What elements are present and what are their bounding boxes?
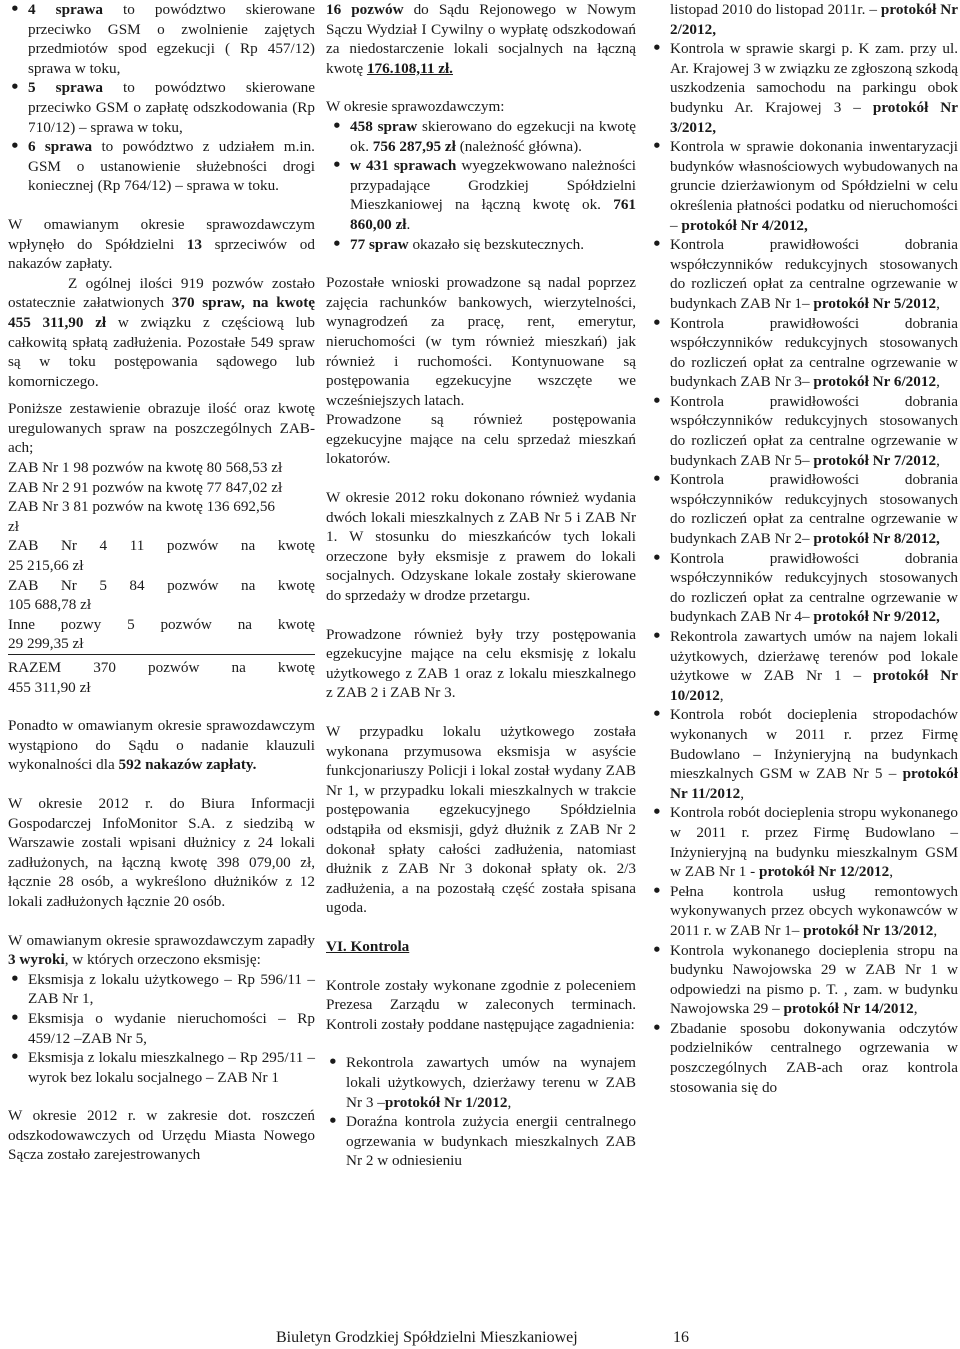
page-number: 16 xyxy=(673,1329,689,1346)
total-line-amount: 455 311,90 zł xyxy=(8,678,91,696)
zab-line-1: ZAB Nr 1 98 pozwów na kwotę 80 568,53 zł xyxy=(8,459,283,477)
paragraph-infomonitor: W okresie 2012 r. do Biura Informacji Gospodarczej InfoMonitor S.A. z siedzibą w Warszawie zostali wpisani dłużnicy z 24 lokali zadłużonych, na łączną kwotę 398 079,00 zł, łącznie 28 osób, a wykreślono dłużników z 12 lokali zadłużonych łącznie 20 osób. xyxy=(8,794,315,910)
list-item: • Eksmisja o wydanie nieruchomości – Rp 459/12 –ZAB Nr 5, xyxy=(8,1009,315,1048)
control-list xyxy=(326,1053,636,1171)
list-item: • w 431 sprawach wyegzekwowano należności przypadające Grodzkiej Spółdzielni Mieszkaniowej na łączną kwotę ok. 761 860,00 zł. xyxy=(330,156,636,234)
list-item: • Kontrola prawidłowości dobrania współczynników redukcyjnych stosowanych do rozliczeń opłat za centralne ogrzewanie w budynkach ZAB Nr 1– protokół Nr 5/2012, xyxy=(650,235,958,313)
list-item: • Eksmisja z lokalu użytkowego – Rp 596/11 – ZAB Nr 1, xyxy=(8,970,315,1009)
paragraph-sales: Prowadzone są również postępowania egzekucyjne mające na celu sprzedaż mieszkań lokatorów. xyxy=(326,411,636,468)
list-item: • Kontrola w sprawie dokonania inwentaryzacji budynków własnościowych wybudowanych na gruncie dzierżawionym od Spółdzielni w celu określenia płatności podatku od nieruchomości – protokół Nr 4/2012, xyxy=(650,137,958,235)
paragraph-compensation: W okresie 2012 r. w zakresie dot. roszczeń odszkodowawczych od Urzędu Miasta Nowego Sącza zostało zarejestrowanych xyxy=(8,1107,315,1164)
list-item: • Rekontrola zawartych umów na najem lokali użytkowych, dzierżawę terenów pod lokale użytkowe w ZAB Nr 1 – protokół Nr 10/2012, xyxy=(650,627,958,705)
paragraph-summary-intro: Poniższe zestawienie obrazuje ilość oraz kwotę uregulowanych spraw na poszczególnych ZAB-ach; xyxy=(8,400,315,457)
list-item: • 5 sprawa to powództwo skierowane przeciwko GSM o zapłatę odszkodowania (Rp 710/12) – sprawa w toku, xyxy=(8,78,315,137)
list-item-continuation: listopad 2010 do listopad 2011r. – protokół Nr 2/2012, xyxy=(670,1,958,38)
paragraph-objections: W omawianym okresie sprawozdawczym wpłynęło do Spółdzielni 13 sprzeciwów od nakazów zapłaty. xyxy=(8,215,315,273)
paragraph-three-proceedings: Prowadzone również były trzy postępowania egzekucyjne mające na celu eksmisję z lokalu użytkowego z ZAB 1 oraz z lokalu mieszkalnego z ZAB 2 i ZAB Nr 3. xyxy=(326,625,636,702)
publication-title: Biuletyn Grodzkiej Spółdzielni Mieszkaniowej xyxy=(276,1329,578,1346)
other-line: Inne pozwy 5 pozwów na kwotę xyxy=(8,615,315,633)
total-line: RAZEM 370 pozwów na kwotę xyxy=(8,659,315,676)
list-item: • Pełna kontrola usług remontowych wykonywanych przez obcych wykonawców w 2011 r. w ZAB Nr 1– protokół Nr 13/2012, xyxy=(650,882,958,941)
paragraph-judgments: W omawianym okresie sprawozdawczym zapadły 3 wyroki, w których orzeczono eksmisję: xyxy=(8,931,315,969)
protocol-list xyxy=(650,39,958,1097)
section-heading-control: VI. Kontrola xyxy=(326,937,410,955)
list-item: • Kontrola prawidłowości dobrania współczynników redukcyjnych stosowanych do rozliczeń opłat za centralne ogrzewanie w budynkach ZAB Nr 4– protokół Nr 9/2012, xyxy=(650,549,958,627)
list-item: • Kontrola w sprawie skargi p. K zam. przy ul. Ar. Krajowej 3 w związku ze zgłoszoną szkodą uszkodzenia samochodu na parkingu obok budynku Ar. Krajowej 3 – protokół Nr 3/2012, xyxy=(650,39,958,137)
paragraph-lawsuits: 16 pozwów do Sądu Rejonowego w Nowym Sączu Wydział I Cywilny o wypłatę odszkodowań za niedostarczenie lokali socjalnych na łączną kwotę 176.108,11 zł. xyxy=(326,1,636,77)
list-item: • 4 sprawa to powództwo skierowane przeciwko GSM o zwolnienie zajętych przedmiotów spod egzekucji ( Rp 457/12) sprawa w toku, xyxy=(8,0,315,78)
paragraph-premises: W okresie 2012 roku dokonano również wydania dwóch lokali mieszkalnych z ZAB Nr 5 i ZAB Nr 1. W stosunku do mieszkańców tych lokali orzeczone były eksmisje z prawem do lokali socjalnych. Odzyskane lokale zostały skierowane do sprzedaży w drodze przetargu. xyxy=(326,489,636,605)
execution-list xyxy=(326,117,636,254)
paragraph-enforcement-clause: Ponadto w omawianym okresie sprawozdawczym wystąpiono do Sądu o nadanie klauzuli wykonalności dla 592 nakazów zapłaty. xyxy=(8,717,315,774)
list-item: • 77 spraw okazało się bezskutecznych. xyxy=(330,235,636,255)
paragraph-period: W okresie sprawozdawczym: xyxy=(326,98,505,116)
column-1 xyxy=(8,0,315,1165)
zab-line-5: ZAB Nr 5 84 pozwów na kwotę xyxy=(8,576,315,594)
zab-line-5-amount: 105 688,78 zł xyxy=(8,596,92,614)
zab-line-3-unit: zł xyxy=(8,517,19,535)
other-line-amount: 29 299,35 zł xyxy=(8,634,315,655)
column-3 xyxy=(650,0,958,1097)
list-item: • Kontrola prawidłowości dobrania współczynników redukcyjnych stosowanych do rozliczeń opłat za centralne ogrzewanie w budynkach ZAB Nr 2– protokół Nr 8/2012, xyxy=(650,470,958,548)
list-item: • Kontrola prawidłowości dobrania współczynników redukcyjnych stosowanych do rozliczeń opłat za centralne ogrzewanie w budynkach ZAB Nr 5– protokół Nr 7/2012, xyxy=(650,392,958,470)
list-item: • 458 spraw skierowano do egzekucji na kwotę ok. 756 287,95 zł (należność główna). xyxy=(330,117,636,156)
paragraph-eviction-case: W przypadku lokalu użytkowego została wykonana przymusowa eksmisja w asyście funkcjonariuszy Policji i lokal został wydany ZAB Nr 1, w przypadku lokali mieszkalnych w trakcie postępowania egzekucyjnego Spółdzielnia odstąpiła od eksmisji, gdyż dłużnik z ZAB Nr 2 dokonał spłaty całości zadłużenia, natomiast dłużnik z ZAB Nr 3 dokonał spłaty ok. 2/3 zadłużenia, a na pozostałą część została spisana ugoda. xyxy=(326,723,636,917)
list-item: • Kontrola robót docieplenia stropu wykonanego w 2011 r. przez Firmę Budowlano – Inżynieryjną na budynku mieszkalnym GSM w ZAB Nr 1 - protokół Nr 12/2012, xyxy=(650,803,958,881)
column-2 xyxy=(326,0,636,1171)
list-item: • Rekontrola zawartych umów na wynajem lokali użytkowych, dzierżawy terenu w ZAB Nr 3 –protokół Nr 1/2012, xyxy=(326,1053,636,1112)
list-item: • Kontrola prawidłowości dobrania współczynników redukcyjnych stosowanych do rozliczeń opłat za centralne ogrzewanie w budynkach ZAB Nr 3– protokół Nr 6/2012, xyxy=(650,314,958,392)
list-item: • Kontrola wykonanego docieplenia stropu na budynku Nawojowska 29 w ZAB Nr 1 w odpowiedzi na pismo p. T. , zam. w budynku Nawojowska 29 – protokół Nr 14/2012, xyxy=(650,941,958,1019)
list-item: • Doraźna kontrola zużycia energii centralnego ogrzewania w budynkach mieszkalnych ZAB Nr 2 w odniesieniu xyxy=(326,1112,636,1171)
zab-line-4-amount: 25 215,66 zł xyxy=(8,557,84,575)
zab-line-4: ZAB Nr 4 11 pozwów na kwotę xyxy=(8,537,315,555)
list-item: • Eksmisja z lokalu mieszkalnego – Rp 295/11 – wyrok bez lokalu socjalnego – ZAB Nr 1 xyxy=(8,1048,315,1087)
zab-line-2: ZAB Nr 2 91 pozwów na kwotę 77 847,02 zł xyxy=(8,478,283,496)
paragraph-settled: Z ogólnej ilości 919 pozwów zostało ostatecznie załatwionych 370 spraw, na kwotę 455 311,90 zł w związku z częściową lub całkowitą spłatą zadłużenia. Pozostałe 549 spraw są w toku postępowania sądowego lub komorniczego. xyxy=(8,274,315,390)
lawsuit-list-top xyxy=(8,0,315,196)
paragraph-controls-intro: Kontrole zostały wykonane zgodnie z poleceniem Prezesa Zarządu w zaleconych terminach. Kontroli zostały poddane następujące zagadnienia: xyxy=(326,976,636,1033)
list-item: • 6 sprawa to powództwo z udziałem m.in. GSM o ustanowienie służebności drogi koniecznej (Rp 764/12) – sprawa w toku. xyxy=(8,137,315,196)
list-item: • Zbadanie sposobu dokonywania odczytów podzielników centralnego ogrzewania w poszczególnych ZAB-ach oraz kontrola stosowania się do xyxy=(650,1019,958,1097)
eviction-list xyxy=(8,970,315,1088)
zab-line-3: ZAB Nr 3 81 pozwów na kwotę 136 692,56 xyxy=(8,498,276,516)
list-item: • Kontrola robót docieplenia stropodachów wykonanych w 2011 r. przez Firmę Budowlano – Inżynieryjną na budynkach mieszkalnych GSM w ZAB Nr 5 – protokół Nr 11/2012, xyxy=(650,705,958,803)
paragraph-ongoing: Pozostałe wnioski prowadzone są nadal poprzez zajęcia rachunków bankowych, wierzytelności, wynagrodzeń za pracę, rent, emerytur, nieruchomości (w tym również mieszkań) jak również i ruchomości. Kontynuowane są postępowania egzekucyjne wszczęte we wcześniejszych latach. xyxy=(326,274,636,409)
page-footer xyxy=(0,1328,960,1348)
